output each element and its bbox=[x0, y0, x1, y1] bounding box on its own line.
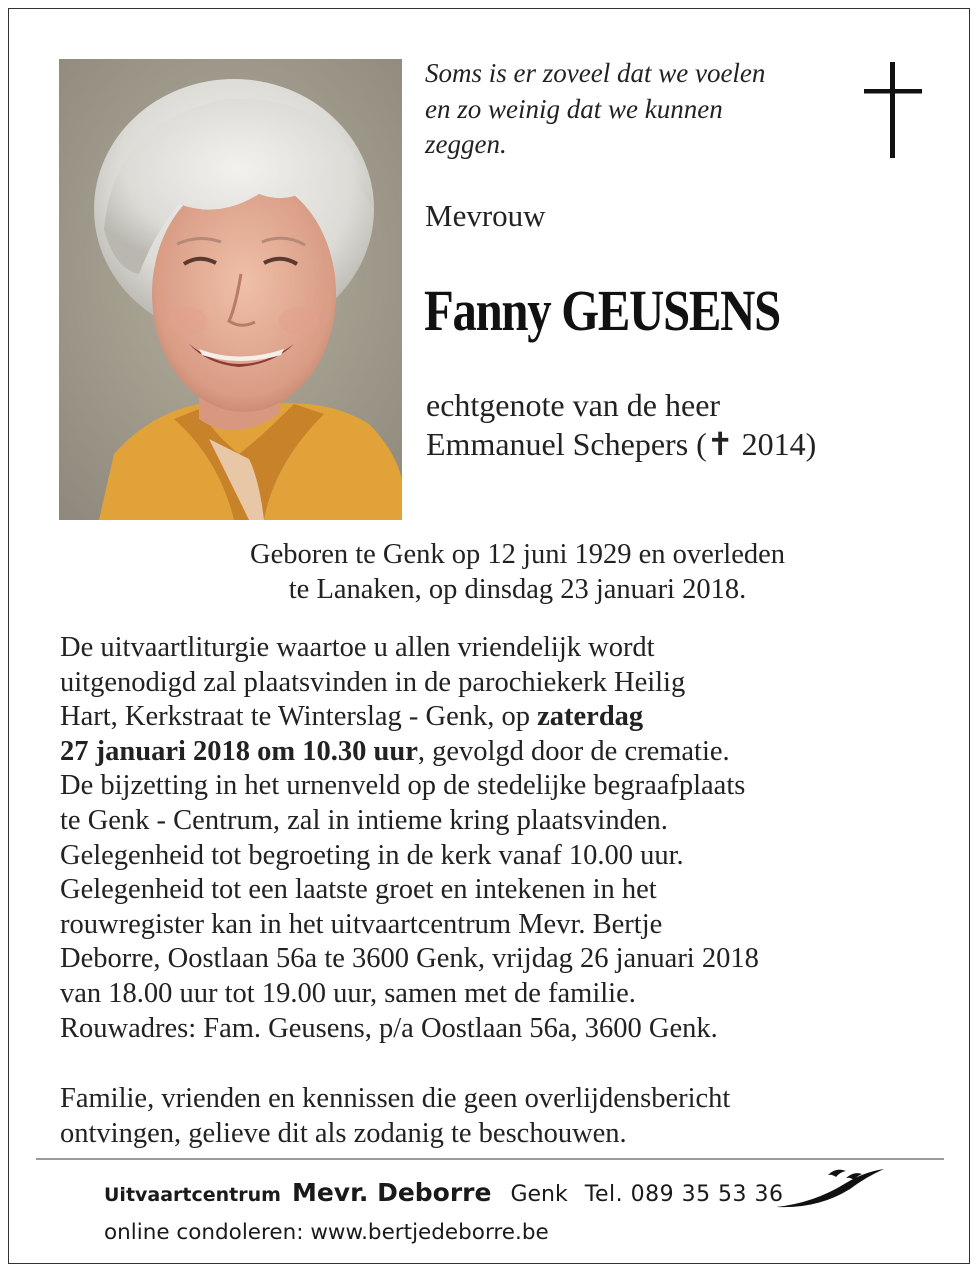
body-line bbox=[60, 735, 759, 770]
portrait-photo bbox=[59, 59, 402, 520]
funeral-home-label: Uitvaartcentrum bbox=[104, 1184, 281, 1206]
spouse-line: Emmanuel Schepers (✝ 2014) bbox=[426, 426, 817, 462]
body-text: Hart, Kerkstraat te Winterslag - Genk, op bbox=[60, 701, 538, 733]
closing-line: Familie, vrienden en kennissen die geen overlijdensbericht bbox=[60, 1083, 731, 1114]
spouse-line: echtgenote van de heer bbox=[426, 387, 721, 423]
body-line: rouwregister kan in het uitvaartcentrum Mevr. Bertje bbox=[60, 908, 663, 940]
poem-line: Soms is er zoveel dat we voelen bbox=[425, 58, 766, 88]
poem-line: zeggen. bbox=[425, 129, 507, 159]
portrait-illustration bbox=[59, 59, 402, 520]
funeral-details bbox=[60, 631, 759, 1046]
spouse-info bbox=[426, 386, 816, 464]
body-line: De uitvaartliturgie waartoe u allen vriendelijk wordt bbox=[60, 632, 655, 663]
service-date-bold: 27 januari 2018 om 10.30 uur bbox=[60, 735, 418, 767]
body-text: , gevolgd door de crematie. bbox=[417, 735, 730, 767]
funeral-home-name: Mevr. Deborre bbox=[291, 1178, 492, 1207]
body-line: Rouwadres: Fam. Geusens, p/a Oostlaan 56a, 3600 Genk. bbox=[60, 1012, 718, 1044]
body-line bbox=[60, 700, 759, 735]
poem-line: en zo weinig dat we kunnen bbox=[425, 93, 723, 124]
cross-icon bbox=[864, 62, 922, 158]
body-line: De bijzetting in het urnenveld op de stedelijke begraafplaats bbox=[60, 770, 746, 802]
closing-line: ontvingen, gelieve dit als zodanig te beschouwen. bbox=[60, 1117, 627, 1149]
memorial-poem bbox=[425, 56, 845, 163]
funeral-home-phone: Tel. 089 35 53 36 bbox=[584, 1182, 784, 1207]
body-line: uitgenodigd zal plaatsvinden in de parochiekerk Heilig bbox=[60, 666, 686, 698]
service-date-bold: zaterdag bbox=[537, 701, 644, 733]
birth-death-info bbox=[60, 538, 975, 607]
body-line: te Genk - Centrum, zal in intieme kring plaatsvinden. bbox=[60, 804, 668, 836]
birth-line: Geboren te Genk op 12 juni 1929 en overleden bbox=[249, 539, 785, 570]
body-line: van 18.00 uur tot 19.00 uur, samen met de familie. bbox=[60, 977, 636, 1009]
birth-line: te Lanaken, op dinsdag 23 januari 2018. bbox=[288, 573, 747, 605]
online-condolence-link: online condoleren: www.bertjedeborre.be bbox=[104, 1220, 549, 1245]
deceased-name: Fanny GEUSENS bbox=[424, 278, 780, 343]
birds-logo-icon bbox=[774, 1163, 886, 1213]
closing-note bbox=[60, 1082, 730, 1151]
funeral-home-footer bbox=[104, 1174, 784, 1248]
body-line: Gelegenheid tot een laatste groet en intekenen in het bbox=[60, 874, 657, 906]
body-line: Deborre, Oostlaan 56a te 3600 Genk, vrijdag 26 januari 2018 bbox=[60, 943, 759, 975]
honorific: Mevrouw bbox=[425, 198, 546, 233]
body-line: Gelegenheid tot begroeting in de kerk vanaf 10.00 uur. bbox=[60, 839, 684, 871]
footer-divider bbox=[36, 1158, 944, 1160]
funeral-home-info bbox=[104, 1174, 784, 1214]
funeral-home-city: Genk bbox=[510, 1182, 568, 1207]
